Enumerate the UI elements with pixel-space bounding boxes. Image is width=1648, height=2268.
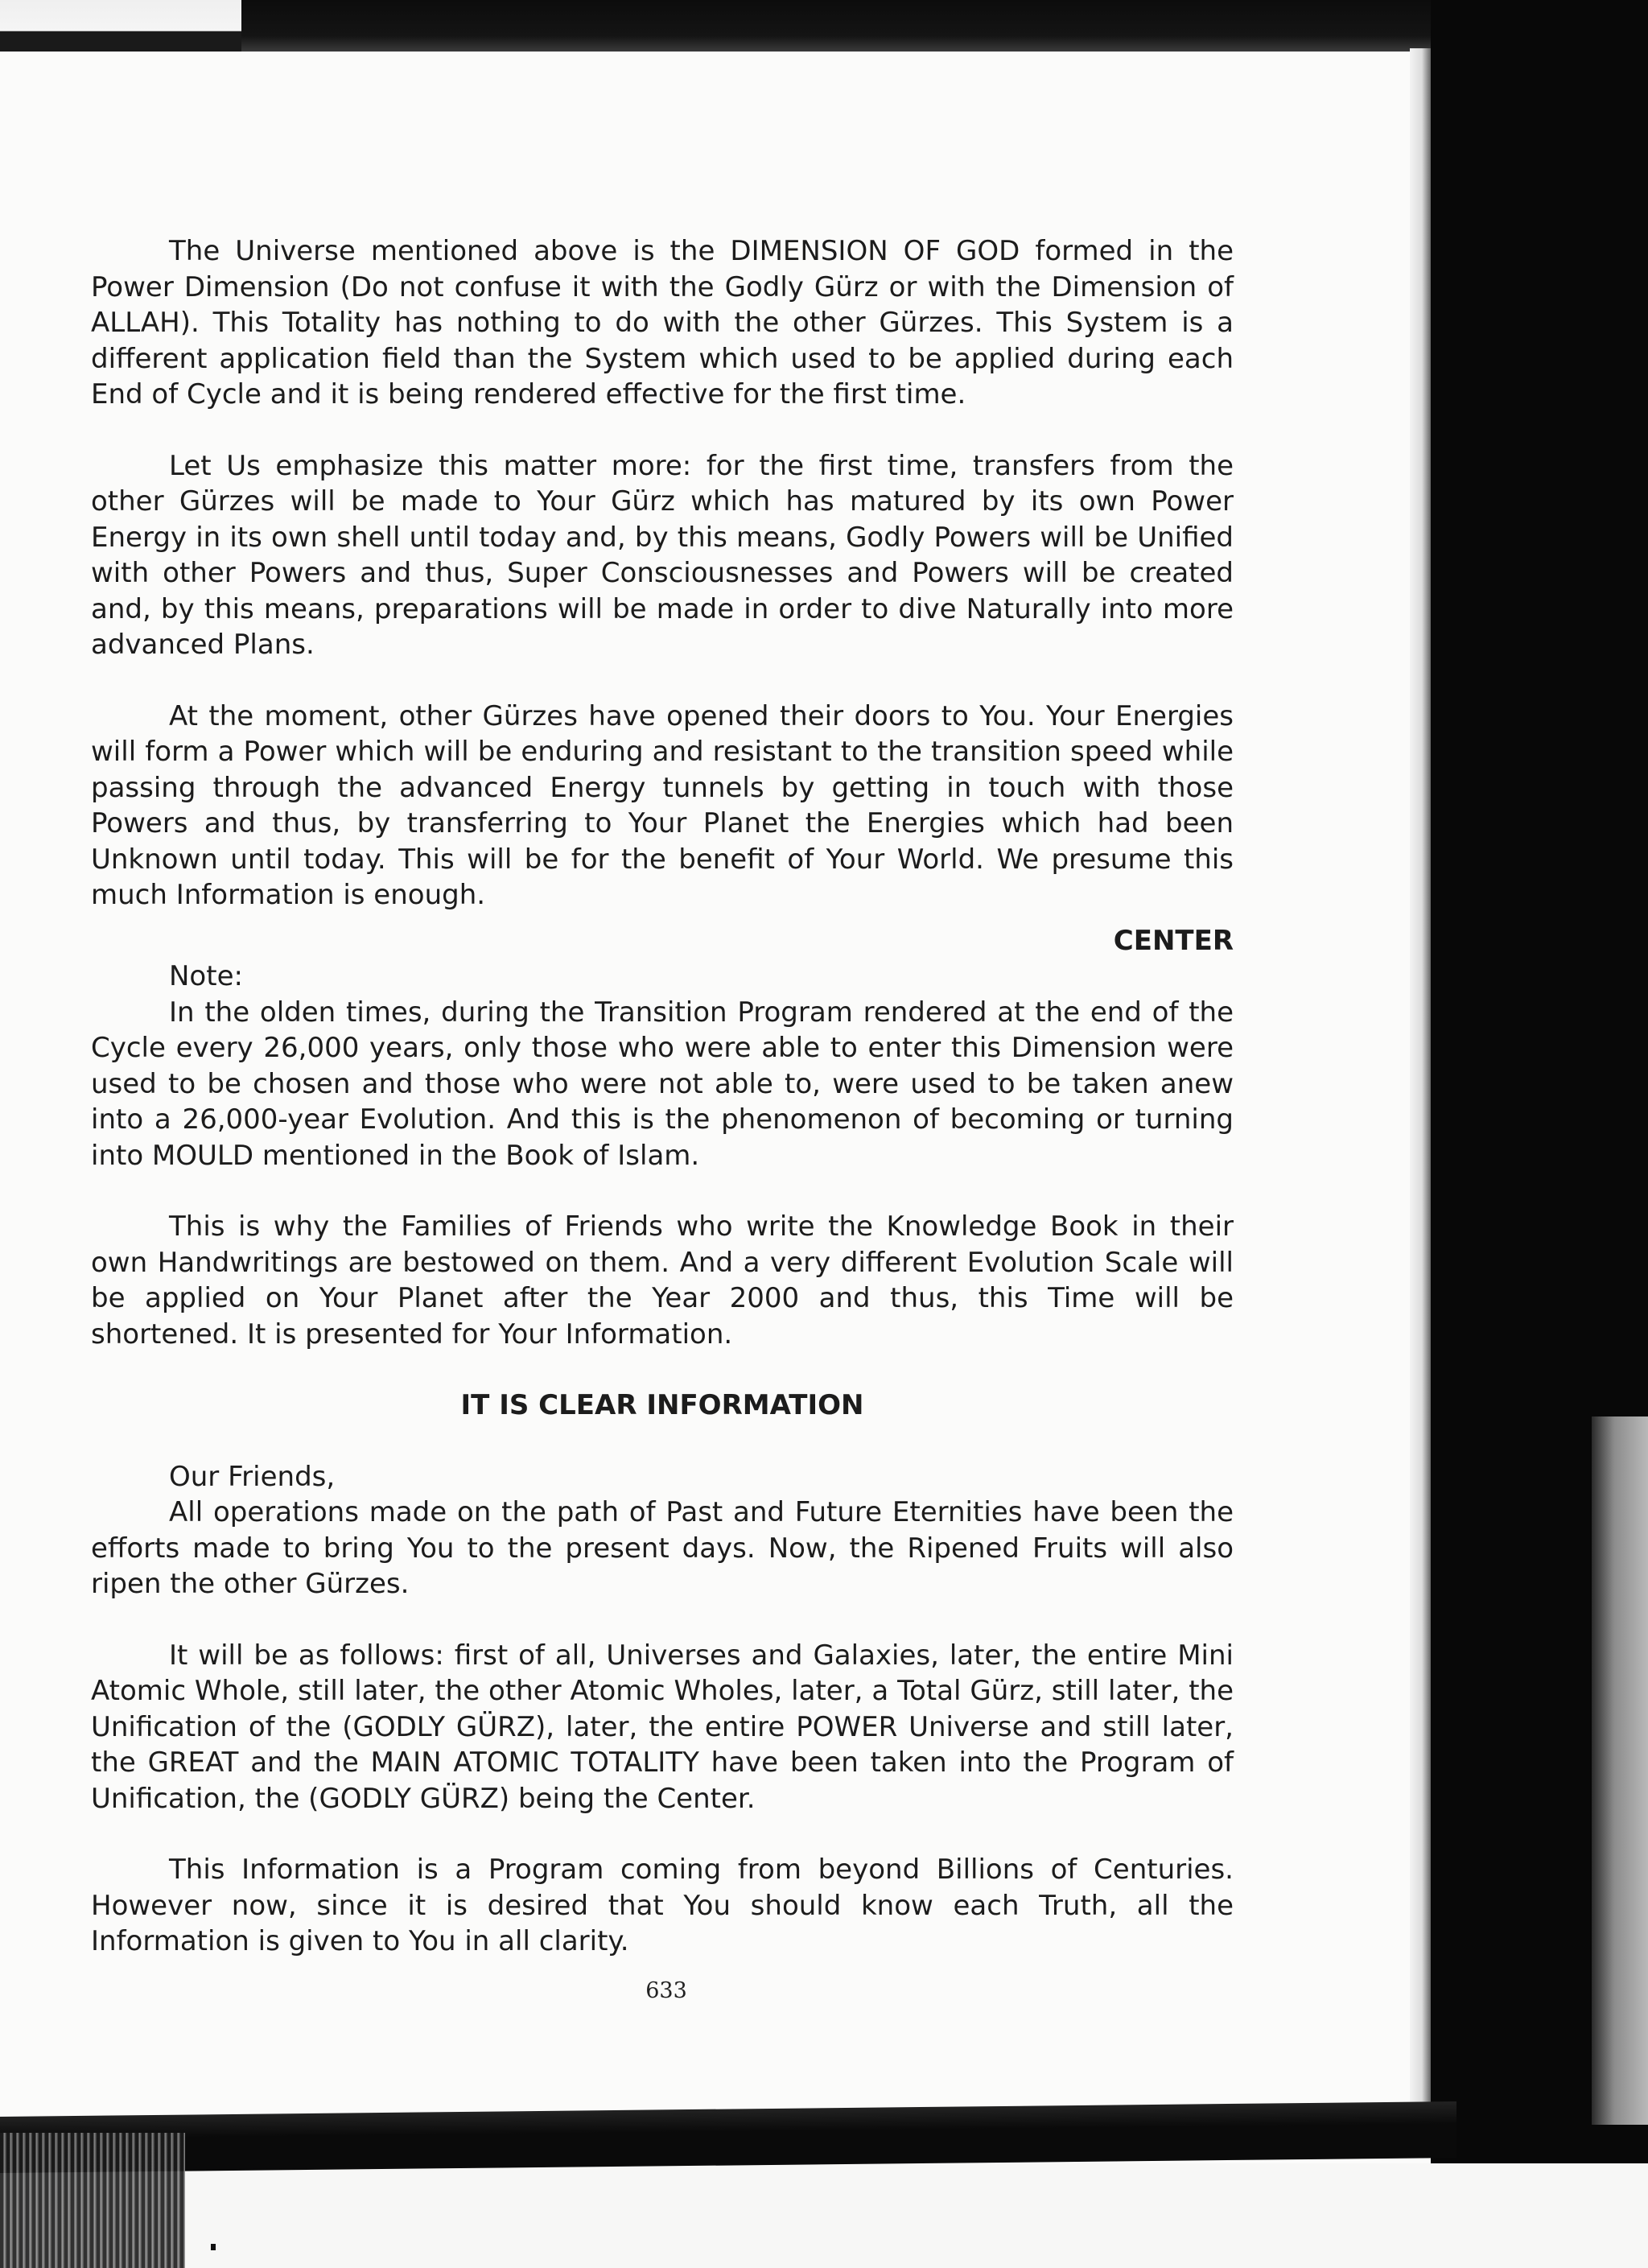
paragraph-note: In the olden times, during the Transition Program rendered at the end of the Cycle every 26,000 years, only those who were able to enter this Dimension were used to be chosen and those who were not able to, were used to be taken anew into a 26,000-year Evolution. And this is the phenomenon of becoming or turning into MOULD mentioned in the Book of Islam. bbox=[91, 996, 1234, 1172]
scan-edge-bottom bbox=[0, 2101, 1456, 2173]
paragraph-3: At the moment, other Gürzes have opened their doors to You. Your Energies will form a Power which will be enduring and resistant to the transition speed while passing through the advanced Energy tunnels by getting in touch with those Powers and thus, by transferring to Your Planet the Energies which had been Unknown until today. This will be for the benefit of Your World. We presume this much Information is enough. bbox=[91, 699, 1234, 911]
paragraph-6: All operations made on the path of Past and Future Eternities have been the efforts made to bring You to the present days. Now, the Ripened Fruits will also ripen the other Gürzes. bbox=[91, 1496, 1234, 1600]
section-heading: IT IS CLEAR INFORMATION bbox=[460, 1389, 864, 1421]
paragraph-8: This Information is a Program coming from beyond Billions of Centuries. However now, since it is desired that You should know each Truth, all the Information is given to You in all clarity. bbox=[91, 1854, 1234, 1957]
scan-edge-right-grey bbox=[1592, 1416, 1648, 2125]
paragraph-gap bbox=[91, 663, 1234, 699]
paragraph-gap bbox=[91, 1424, 1234, 1459]
note-label: Note: bbox=[169, 960, 243, 992]
paragraph-gap bbox=[91, 413, 1234, 448]
paragraph-7: It will be as follows: first of all, Universes and Galaxies, later, the entire Mini Atomic Whole, still later, the other Atomic Wholes, later, a Total Gürz, still later, the Unification of the (GODLY GÜRZ), later, the entire POWER Universe and still later, the GREAT and the MAIN ATOMIC TOTALITY have been taken into the Program of Unification, the (GODLY GÜRZ) being the Center. bbox=[91, 1639, 1234, 1815]
paragraph-1: The Universe mentioned above is the DIMENSION OF GOD formed in the Power Dimension (Do not confuse it with the Godly Gürz or with the Dimension of ALLAH). This Totality has nothing to do with the other Gürzes. This System is a different application field than the System which used to be applied during each End of Cycle and it is being rendered effective for the first time. bbox=[91, 235, 1234, 410]
scan-bottom-area bbox=[0, 2163, 1648, 2268]
page-body bbox=[91, 233, 1234, 1960]
paragraph-gap bbox=[91, 1352, 1234, 1388]
paragraph-gap bbox=[91, 1173, 1234, 1209]
scan-speck bbox=[211, 2244, 216, 2250]
scan-edge-bottom-left bbox=[0, 2133, 185, 2268]
salutation: Our Friends, bbox=[169, 1460, 336, 1493]
signature-center: CENTER bbox=[1113, 924, 1234, 957]
page-number: 633 bbox=[645, 1978, 687, 2003]
scan-edge-top-left bbox=[0, 0, 241, 52]
paragraph-2: Let Us emphasize this matter more: for the first time, transfers from the other Gürzes will be made to Your Gürz which has matured by its own Power Energy in its own shell until today and, by this means, Godly Powers will be Unified with other Powers and thus, Super Consciousnesses and Powers will be created and, by this means, preparations will be made in order to dive Naturally into more advanced Plans. bbox=[91, 449, 1234, 661]
scan-edge-top bbox=[0, 0, 1648, 52]
paragraph-gap bbox=[91, 1816, 1234, 1852]
paragraph-5: This is why the Families of Friends who write the Knowledge Book in their own Handwritings are bestowed on them. And a very different Evolution Scale will be applied on Your Planet after the Year 2000 and thus, this Time will be shortened. It is presented for Your Information. bbox=[91, 1210, 1234, 1350]
paragraph-gap bbox=[91, 1602, 1234, 1638]
